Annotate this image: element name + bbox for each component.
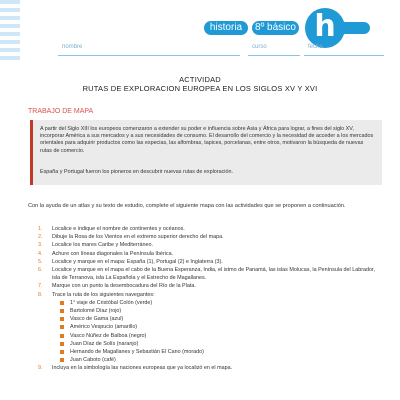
task-item: [38, 250, 382, 258]
task-number: 9.: [38, 365, 43, 372]
square-bullet-icon: [60, 325, 64, 329]
task-number: 4.: [38, 250, 43, 257]
task-text: Incluya en la simbología las naciones europeas que ya localizó en el mapa.: [52, 365, 233, 372]
navigator-text: 1° viaje de Cristóbal Colón (verde): [70, 299, 153, 306]
task-item: [38, 258, 382, 266]
navigator-text: Américo Vespucio (amarillo): [70, 324, 138, 331]
square-bullet-icon: [60, 317, 64, 321]
square-bullet-icon: [60, 342, 64, 346]
navigator-list: [52, 299, 382, 365]
navigator-text: Bartolomé Díaz (rojo): [70, 308, 122, 315]
navigator-text: Juan Díaz de Solís (naranjo): [70, 340, 139, 347]
task-text: Localice y marque en el mapa el cabo de la Buena Esperanza, India, el istmo de Panamá, las islas Molucas, la Península del Labrador, isla de Terranova, isla La Española y el Estrecho de Magallanes.: [52, 267, 376, 282]
task-text: Dibuje la Rosa de los Vientos en el extremo superior derecho del mapa.: [52, 234, 224, 241]
navigator-text: Vasco Núñez de Balboa (negro): [70, 332, 147, 339]
activity-title: ACTIVIDAD: [179, 75, 221, 84]
task-item: [38, 225, 382, 233]
task-item: [38, 364, 382, 372]
task-text: Localice e indique el nombre de continentes y océanos.: [52, 226, 185, 232]
section-heading: TRABAJO DE MAPA: [28, 108, 94, 115]
logo-tail-decoration: [340, 22, 370, 34]
context-paragraph-2: España y Portugal fueron los pioneros en descubrir nuevas rutas de exploración.: [40, 169, 233, 175]
navigator-item: [70, 307, 382, 315]
task-number: 8.: [38, 291, 43, 298]
context-box-accent: [30, 120, 33, 185]
date-field-line: [304, 55, 384, 56]
task-item: [38, 266, 382, 282]
logo-h-icon: h: [305, 8, 345, 48]
task-number: 1.: [38, 226, 43, 232]
course-field-line: [248, 55, 300, 56]
task-number: 2.: [38, 234, 43, 241]
navigator-item: [70, 356, 382, 364]
name-field-line: [58, 55, 240, 56]
navigator-item: [70, 348, 382, 356]
navigator-item: [70, 332, 382, 340]
task-item: [38, 282, 382, 290]
navigator-item: [70, 340, 382, 348]
task-item: [38, 241, 382, 249]
square-bullet-icon: [60, 358, 64, 362]
name-field-label: nombre: [62, 44, 83, 50]
square-bullet-icon: [60, 334, 64, 338]
course-field-label: curso: [252, 44, 267, 50]
task-text: Marque con un punto la desembocadura del Río de la Plata.: [52, 283, 196, 290]
task-number: 5.: [38, 258, 43, 265]
notebook-spiral-decoration: [0, 0, 20, 60]
navigator-item: [70, 323, 382, 331]
date-field-label: fecha: [308, 44, 323, 50]
task-text: Achure con líneas diagonales la Península Ibérica.: [52, 250, 174, 257]
task-item: [38, 233, 382, 241]
navigator-item: [70, 299, 382, 307]
navigator-item: [70, 315, 382, 323]
task-number: 7.: [38, 283, 43, 290]
task-item: [38, 291, 382, 365]
task-text: Localice los mares Caribe y Mediterráneo.: [52, 242, 153, 249]
task-number: 3.: [38, 242, 43, 249]
activity-subtitle: RUTAS DE EXPLORACION EUROPEA EN LOS SIGLOS XV Y XVI: [82, 84, 318, 93]
task-list: [38, 225, 382, 373]
context-paragraph: A partir del Siglo XIII los europeos comenzaron a extender su poder e influencia sobre Asia y África para lograr, a fines del siglo XV, incorporar América a sus mercados y a sus necesidades de consumo. El desarrollo del comercio y la necesidad de acceder a los mercados orientales para adquirir productos como las especias, las alfombras, tapices, porcelanas, entre otros, motivaron la búsqueda de nuevas rutas de comercio.: [40, 126, 374, 154]
square-bullet-icon: [60, 301, 64, 305]
task-number: 6.: [38, 267, 43, 274]
grade-badge: 8º básico: [252, 21, 299, 35]
task-text: Localice y marque en el mapa: España (1), Portugal (2) e Inglaterra (3).: [52, 258, 223, 265]
square-bullet-icon: [60, 309, 64, 313]
instructions-intro: Con la ayuda de un atlas y su texto de estudio, complete el siguiente mapa con las actividades que se proponen a continuación.: [28, 203, 346, 209]
task-text: Trace la ruta de los siguientes navegantes:: [52, 291, 155, 298]
navigator-text: Juan Caboto (café): [70, 357, 116, 364]
context-box: [30, 120, 382, 185]
navigator-text: Vasco de Gama (azul): [70, 316, 124, 323]
navigator-text: Hernando de Magallanes y Sebastián El Cano (morado): [70, 349, 204, 356]
square-bullet-icon: [60, 350, 64, 354]
subject-badge: historia: [204, 21, 248, 35]
